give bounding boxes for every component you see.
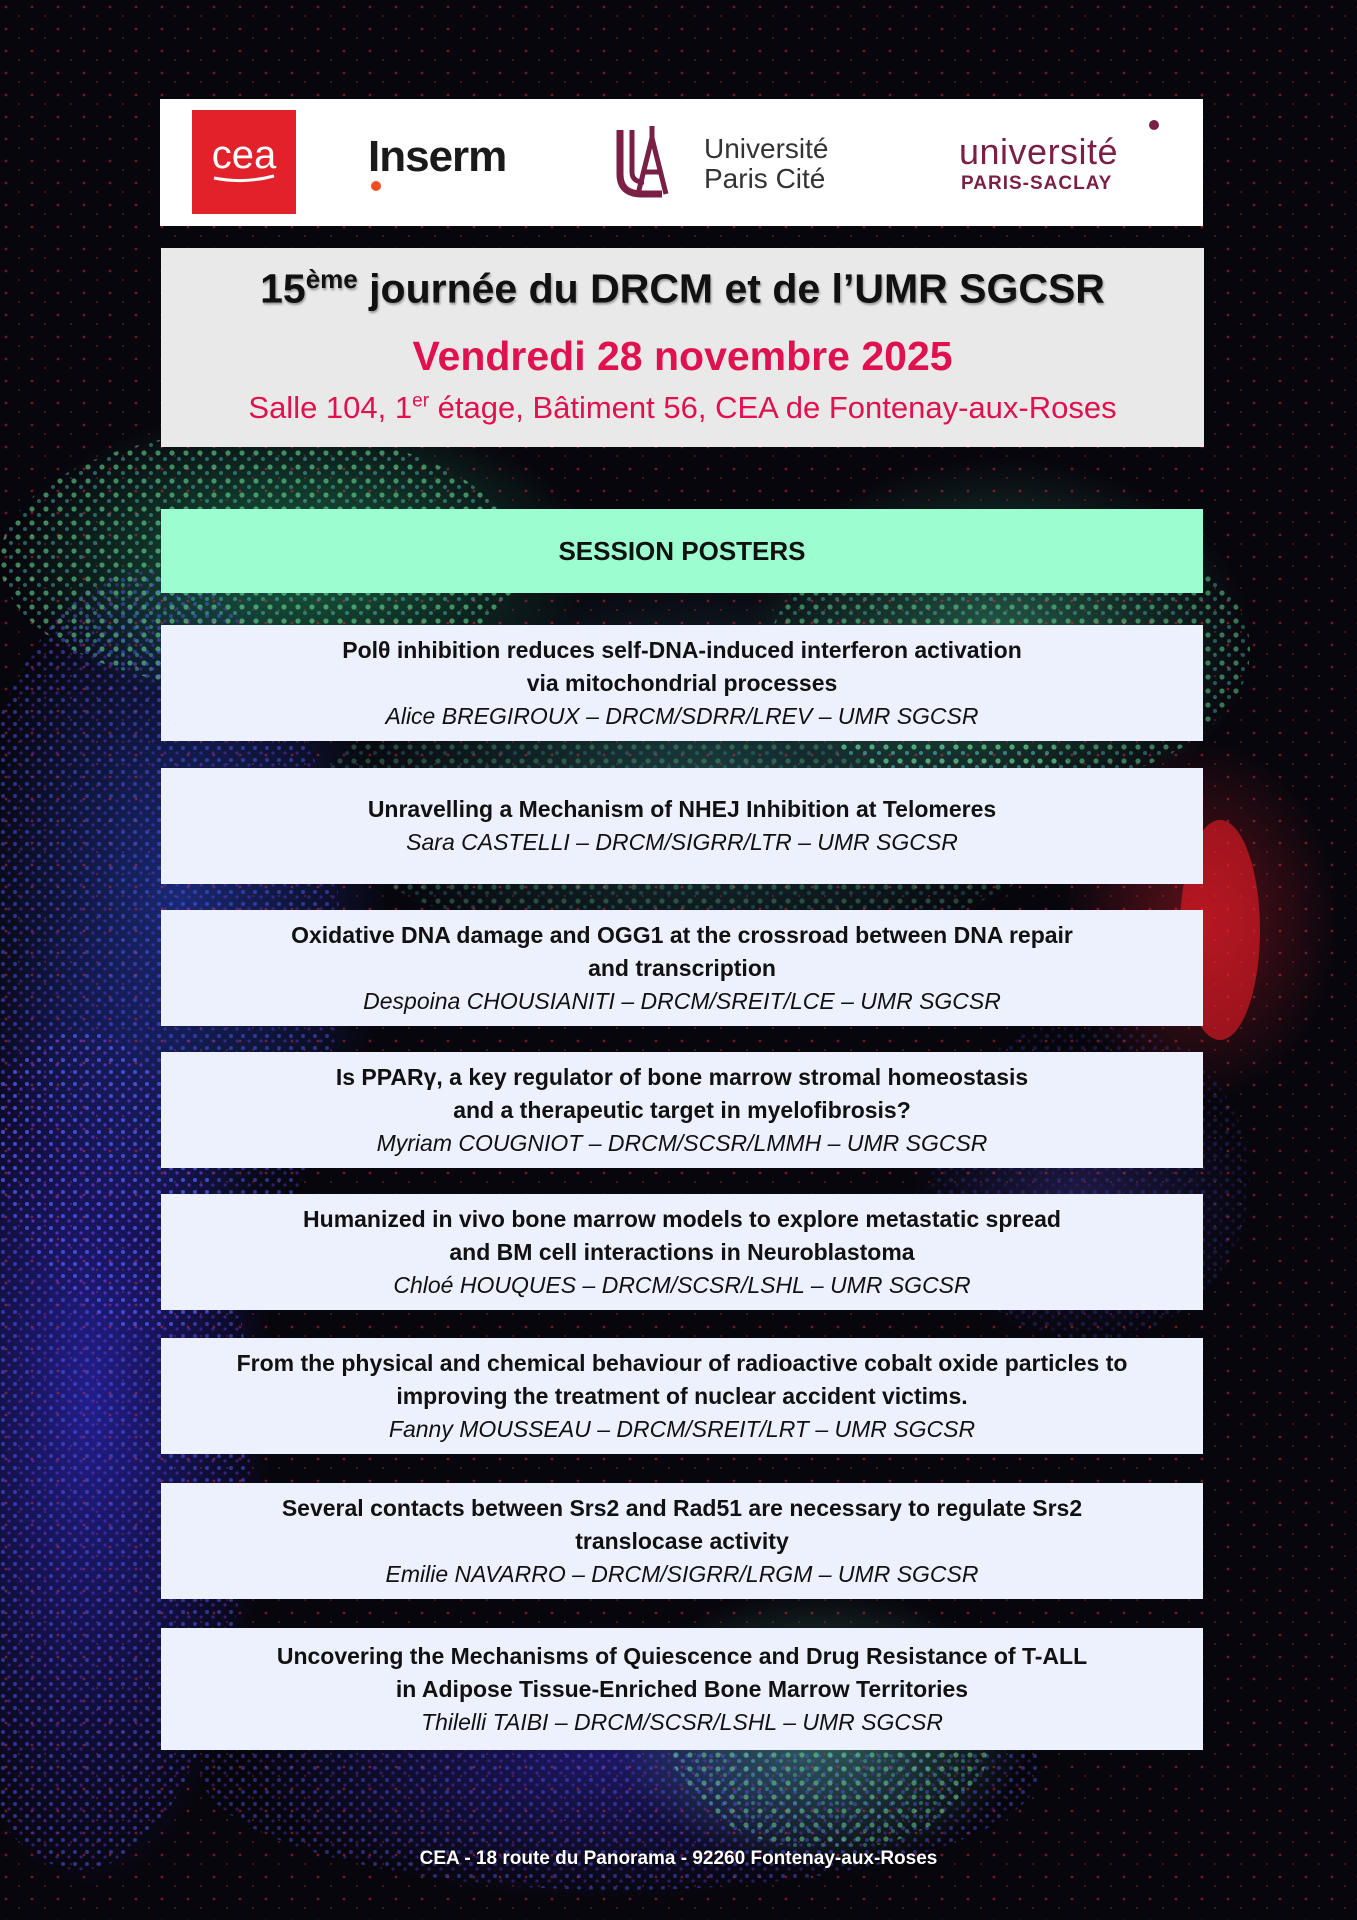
- cea-logo-icon: [192, 110, 296, 214]
- ups-main-text: université: [959, 131, 1119, 172]
- upc-line-1: Université: [704, 133, 829, 164]
- paris-cite-emblem-icon: [612, 122, 692, 202]
- poster-author: Sara CASTELLI – DRCM/SIGRR/LTR – UMR SGCSR: [406, 829, 958, 855]
- poster-item: [161, 910, 1203, 1026]
- title-number: 15: [260, 265, 306, 312]
- cea-logo-text: cea: [211, 133, 277, 177]
- poster-title: Humanized in vivo bone marrow models to explore metastatic spread and BM cell interactions in Neuroblastoma: [303, 1205, 1061, 1265]
- venue-location: étage, Bâtiment 56, CEA de Fontenay-aux-Roses: [429, 390, 1117, 425]
- poster-title: Several contacts between Srs2 and Rad51 are necessary to regulate Srs2 translocase activity: [281, 1494, 1083, 1554]
- poster-item: [161, 768, 1203, 884]
- venue-ordinal: er: [412, 390, 430, 412]
- poster-title: Unravelling a Mechanism of NHEJ Inhibition at Telomeres: [367, 796, 997, 822]
- inserm-logo: [368, 132, 507, 195]
- poster-author: Alice BREGIROUX – DRCM/SDRR/LREV – UMR SGCSR: [385, 702, 979, 729]
- event-date: Vendredi 28 novembre 2025: [412, 333, 953, 379]
- event-title: [161, 264, 1204, 313]
- poster-author: Despoina CHOUSIANITI – DRCM/SREIT/LCE – UMR SGCSR: [363, 987, 1001, 1014]
- poster-item: [161, 625, 1203, 741]
- event-venue: [161, 390, 1204, 426]
- poster-item: [161, 1052, 1203, 1168]
- poster-author: Chloé HOUQUES – DRCM/SCSR/LSHL – UMR SGCSR: [393, 1271, 971, 1298]
- poster-item: [161, 1194, 1203, 1310]
- partner-logos-bar: [160, 99, 1203, 226]
- title-ordinal: ème: [305, 264, 358, 294]
- poster-title: Polθ inhibition reduces self-DNA-induced interferon activation via mitochondrial processes: [342, 636, 1022, 696]
- poster-item: [161, 1338, 1203, 1454]
- saclay-dot-icon: [1149, 120, 1159, 130]
- venue-room: Salle 104, 1: [248, 390, 413, 425]
- poster-title: From the physical and chemical behaviour of radioactive cobalt oxide particles to improving the treatment of nuclear accident victims.: [236, 1349, 1128, 1409]
- universite-paris-cite-logo: [612, 122, 872, 202]
- poster-item: [161, 1483, 1203, 1599]
- inserm-dot-icon: [371, 181, 381, 191]
- poster-author: Thilelli TAIBI – DRCM/SCSR/LSHL – UMR SGCSR: [421, 1708, 943, 1735]
- event-header: [161, 248, 1204, 447]
- universite-paris-saclay-logo: [957, 119, 1167, 203]
- cea-logo: [192, 110, 296, 214]
- footer-address: CEA - 18 route du Panorama - 92260 Fontenay-aux-Roses: [419, 1848, 938, 1869]
- poster-title: Oxidative DNA damage and OGG1 at the crossroad between DNA repair and transcription: [291, 921, 1073, 981]
- title-text: journée du DRCM et de l’UMR SGCSR: [357, 265, 1105, 312]
- session-title: SESSION POSTERS: [161, 509, 1203, 593]
- poster-author: Fanny MOUSSEAU – DRCM/SREIT/LRT – UMR SGCSR: [388, 1415, 976, 1442]
- ups-sub-text: PARIS-SACLAY: [961, 173, 1113, 194]
- poster-item: [161, 1628, 1203, 1750]
- poster-title: Is PPARγ, a key regulator of bone marrow stromal homeostasis and a therapeutic target in myelofibrosis?: [335, 1063, 1029, 1123]
- poster-title: Uncovering the Mechanisms of Quiescence and Drug Resistance of T-ALL in Adipose Tissue-Enriched Bone Marrow Territories: [276, 1642, 1088, 1702]
- inserm-logo-text: Inserm: [368, 132, 507, 181]
- upc-line-2: Paris Cité: [704, 163, 826, 194]
- poster-author: Myriam COUGNIOT – DRCM/SCSR/LMMH – UMR SGCSR: [376, 1129, 988, 1156]
- poster-author: Emilie NAVARRO – DRCM/SIGRR/LRGM – UMR SGCSR: [385, 1560, 979, 1587]
